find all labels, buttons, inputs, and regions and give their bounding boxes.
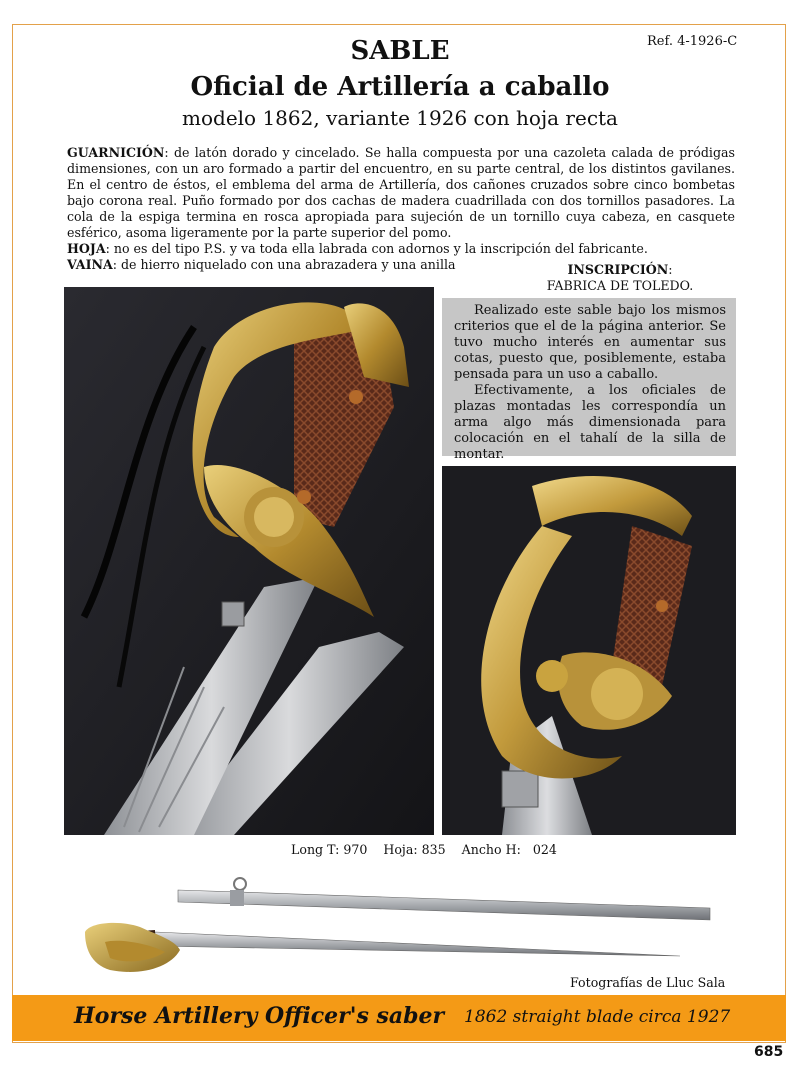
note-box [442,298,736,462]
inscription-text: FABRICA DE TOLEDO. [546,278,694,293]
english-title: Horse Artillery Officer's saber [74,1003,445,1029]
inscription-colon: : [668,262,673,277]
full-saber-photo [80,872,720,982]
hoja-label: HOJA [67,241,106,256]
reference-number: Ref. 4-1926-C [647,34,738,49]
english-subtitle: 1862 straight blade circa 1927 [464,1007,731,1027]
guarnicion-paragraph [67,145,735,241]
description-block [67,145,735,273]
measurements: Long T: 970 Hoja: 835 Ancho H: 024 [291,842,557,857]
model-line: modelo 1862, variante 1926 con hoja recta [182,106,618,130]
saber-hilt-photo [64,287,434,835]
note-paragraph-2: Efectivamente, a los oficiales de plazas montadas les correspondía un arma algo más dimensionada para colocación en el tahalí de la silla de montar. [454,383,726,462]
hoja-text: : no es del tipo P.S. y va toda ella labrada con adornos y la inscripción del fabricante. [105,241,648,256]
title-banner [12,995,786,1041]
page-title: SABLE [350,36,450,66]
note-paragraph-1: Realizado este sable bajo los mismos criterios que el de la página anterior. Se tuvo mucho interés en aumentar sus cotas, puesto que, posiblemente, estaba pensada para un uso a caballo. [454,303,726,382]
page-number: 685 [754,1044,784,1060]
guarnicion-text: : de latón dorado y cincelado. Se halla compuesta por una cazoleta calada de pródigas dimensiones, con un aro formado a partir del encuentro, en su parte central, de los distintos gavilanes. En el centro de éstos, el emblema del arma de Artillería, dos cañones cruzados sobre cinco bombetas bajo corona real. Puño formado por dos cachas de madera cuadrillada con dos tornillos pasadores. La cola de la espiga termina en rosca apropiada para sujeción de un tornillo cuya cabeza, en casquete esférico, asoma ligeramente por la parte superior del pomo. [67,145,735,240]
guarnicion-label: GUARNICIÓN [67,145,165,160]
hoja-paragraph [67,241,735,257]
page-subtitle: Oficial de Artillería a caballo [190,72,610,102]
vaina-text: : de hierro niquelado con una abrazadera y una anilla [112,257,456,272]
photo-credit: Fotografías de Lluc Sala [570,975,726,990]
vaina-label: VAINA [67,257,113,272]
inscription-block [520,262,720,294]
guard-closeup-photo [442,466,736,835]
inscription-label: INSCRIPCIÓN [567,262,669,277]
